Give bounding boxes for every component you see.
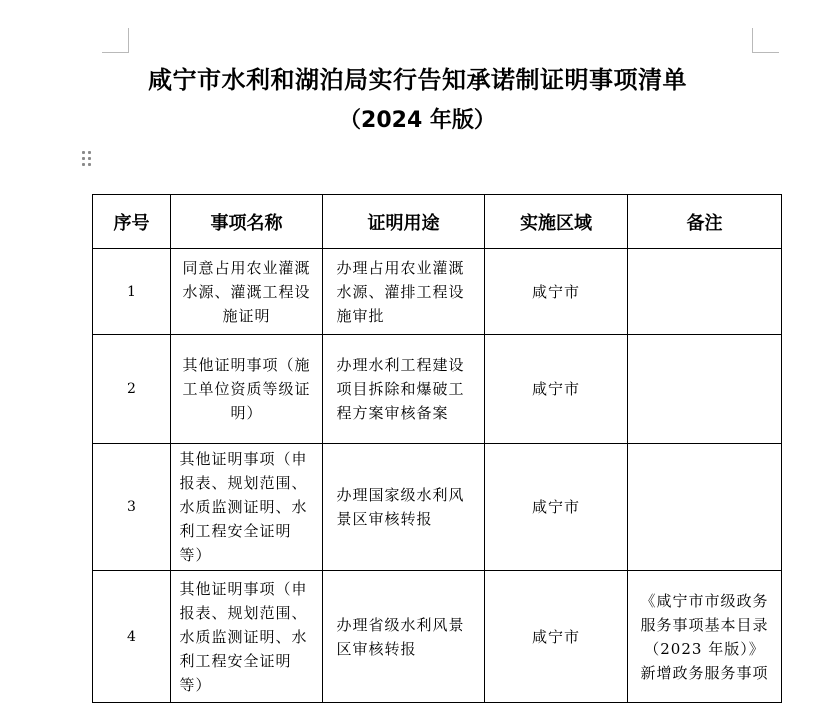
table-header-row	[93, 195, 782, 249]
row-index: 2	[93, 335, 171, 444]
row-region: 咸宁市	[485, 335, 628, 444]
row-purpose: 办理省级水利风景区审核转报	[323, 571, 485, 703]
row-note	[628, 335, 782, 444]
table-row	[93, 335, 782, 444]
row-index: 3	[93, 444, 171, 571]
row-index: 4	[93, 571, 171, 703]
table-move-handle-icon[interactable]	[81, 150, 93, 170]
crop-mark-top-left	[102, 28, 129, 53]
row-note	[628, 249, 782, 335]
header-item-name: 事项名称	[171, 195, 323, 249]
table-row	[93, 444, 782, 571]
header-purpose: 证明用途	[323, 195, 485, 249]
row-purpose: 办理国家级水利风景区审核转报	[323, 444, 485, 571]
items-table	[92, 194, 782, 703]
row-note	[628, 444, 782, 571]
row-note: 《咸宁市市级政务服务事项基本目录（2023 年版）》新增政务服务事项	[628, 571, 782, 703]
row-index: 1	[93, 249, 171, 335]
row-item-name: 其他证明事项（申报表、规划范围、水质监测证明、水利工程安全证明等）	[171, 444, 323, 571]
row-item-name: 其他证明事项（申报表、规划范围、水质监测证明、水利工程安全证明等）	[171, 571, 323, 703]
row-region: 咸宁市	[485, 444, 628, 571]
row-purpose: 办理水利工程建设项目拆除和爆破工程方案审核备案	[323, 335, 485, 444]
row-item-name: 同意占用农业灌溉水源、灌溉工程设施证明	[171, 249, 323, 335]
header-region: 实施区域	[485, 195, 628, 249]
crop-mark-top-right	[752, 28, 779, 53]
table-row	[93, 571, 782, 703]
row-item-name: 其他证明事项（施工单位资质等级证明）	[171, 335, 323, 444]
page-subtitle: （2024 年版）	[339, 108, 496, 133]
header-note: 备注	[628, 195, 782, 249]
row-region: 咸宁市	[485, 249, 628, 335]
page-title: 咸宁市水利和湖泊局实行告知承诺制证明事项清单	[148, 66, 687, 94]
table-row	[93, 249, 782, 335]
row-region: 咸宁市	[485, 571, 628, 703]
header-index: 序号	[93, 195, 171, 249]
row-purpose: 办理占用农业灌溉水源、灌排工程设施审批	[323, 249, 485, 335]
